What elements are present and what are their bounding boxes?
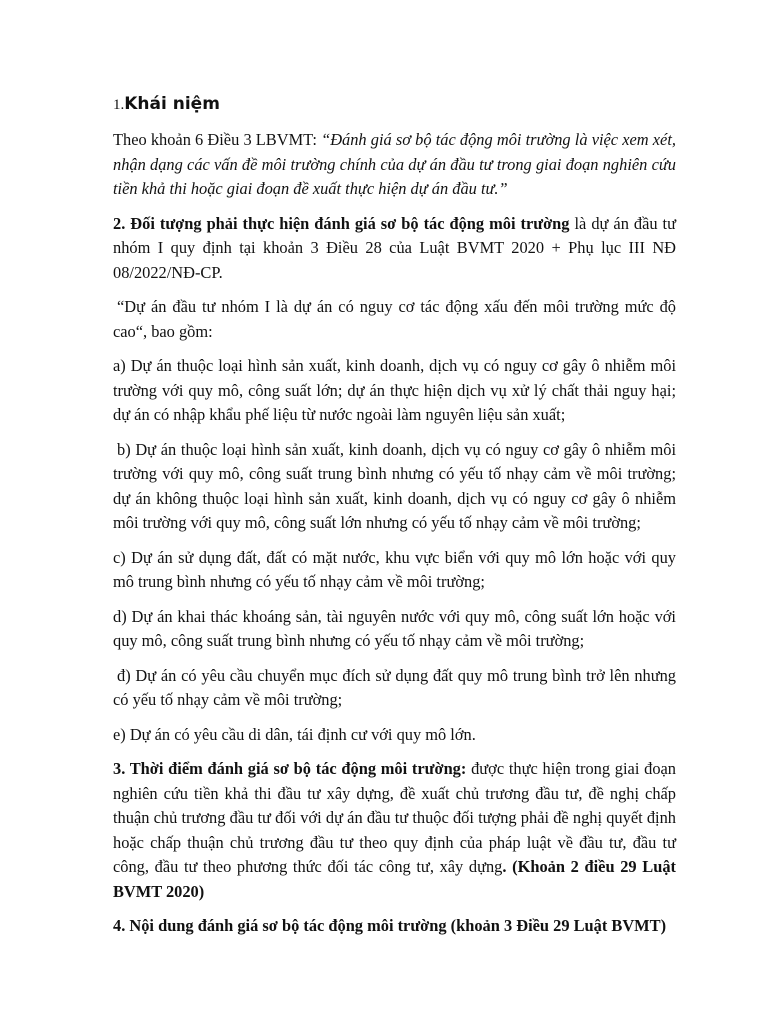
item-a-paragraph: a) Dự án thuộc loại hình sản xuất, kinh doanh, dịch vụ có nguy cơ gây ô nhiễm môi trường với quy mô, công suất lớn; dự án thực hiện dịch vụ xử lý chất thải nguy hại; dự án có nhập khẩu phế liệu từ nước ngoài làm nguyên liệu sản xuất; [113, 356, 676, 424]
section-1-title: Khái niệm [124, 94, 220, 114]
section-2-text: là dự án đầu tư nhóm I quy định tại khoản 3 Điều 28 của Luật BVMT 2020 + Phụ lục III NĐ 08/2022/NĐ-CP. [113, 213, 676, 282]
section-3-paragraph [113, 757, 676, 904]
section-3-heading: 3. Thời điểm đánh giá sơ bộ tác động môi trường: [113, 759, 467, 778]
section-3-text: được thực hiện trong giai đoạn nghiên cứu tiền khả thi đầu tư xây dựng, đề xuất chủ trương đầu tư, đề nghị chấp thuận chủ trương đầu tư đối với dự án đầu tư thuộc đối tượng phải đề nghị quyết định hoặc chấp thuận chủ trương đầu tư theo quy định của pháp luật về đầu tư, đầu tư công, đầu tư theo phương thức đối tác công tư, xây dựng [113, 759, 676, 876]
definition-quote: “Đánh giá sơ bộ tác động môi trường là việc xem xét, nhận dạng các vấn đề môi trường chính của dự án đầu tư trong giai đoạn nghiên cứu tiền khả thi hoặc giai đoạn đề xuất thực hiện dự án đầu tư.” [113, 130, 676, 198]
item-dd-paragraph: đ) Dự án có yêu cầu chuyển mục đích sử dụng đất quy mô trung bình trở lên nhưng có yếu tố nhạy cảm về môi trường; [113, 665, 676, 709]
definition-paragraph [113, 128, 676, 202]
section-1-heading [113, 92, 676, 117]
section-4-heading [113, 914, 676, 939]
item-e-paragraph: e) Dự án có yêu cầu di dân, tái định cư với quy mô lớn. [113, 724, 476, 744]
section-3-reference: (Khoản 2 điều 29 Luật BVMT 2020) [113, 857, 676, 901]
definition-lead: Theo khoản 6 Điều 3 LBVMT: [113, 130, 322, 149]
group1-intro-paragraph: “Dự án đầu tư nhóm I là dự án có nguy cơ tác động xấu đến môi trường mức độ cao“, bao gồm: [113, 297, 676, 341]
section-2-paragraph [113, 212, 676, 286]
item-d-paragraph: d) Dự án khai thác khoáng sản, tài nguyên nước với quy mô, công suất lớn hoặc với quy mô, công suất trung bình nhưng có yếu tố nhạy cảm về môi trường; [113, 606, 676, 650]
section-3-period: . [502, 857, 507, 876]
item-c-paragraph: c) Dự án sử dụng đất, đất có mặt nước, khu vực biển với quy mô lớn hoặc với quy mô trung bình nhưng có yếu tố nhạy cảm về môi trường; [113, 547, 676, 591]
section-1-number: 1. [113, 97, 125, 113]
item-b-paragraph: b) Dự án thuộc loại hình sản xuất, kinh doanh, dịch vụ có nguy cơ gây ô nhiễm môi trường với quy mô, công suất trung bình nhưng có yếu tố nhạy cảm về môi trường; dự án không thuộc loại hình sản xuất, kinh doanh, dịch vụ có nguy cơ gây ô nhiễm môi trường với quy mô, công suất lớn nhưng có yếu tố nhạy cảm về môi trường; [113, 439, 676, 532]
section-4-title: 4. Nội dung đánh giá sơ bộ tác động môi trường (khoản 3 Điều 29 Luật BVMT) [113, 916, 667, 935]
section-2-heading: 2. Đối tượng phải thực hiện đánh giá sơ bộ tác động môi trường [113, 213, 570, 233]
